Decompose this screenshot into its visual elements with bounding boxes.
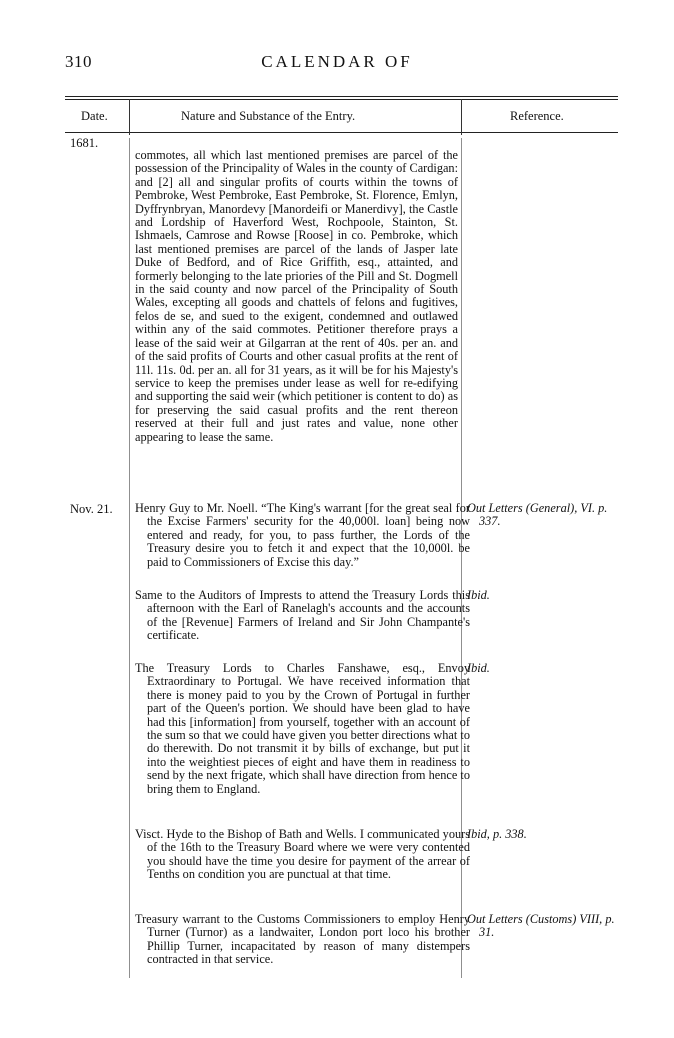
entry-reference xyxy=(467,502,629,529)
column-date-heading: Date. xyxy=(81,109,108,123)
page-header xyxy=(0,52,674,82)
entry-text xyxy=(135,828,470,882)
reference-text: Ibid. xyxy=(467,588,490,602)
reference-text: Out Letters (Customs) VIII, p. 31. xyxy=(467,912,615,940)
page-number: 310 xyxy=(65,52,92,71)
entry-reference xyxy=(467,913,629,940)
column-reference-heading: Reference. xyxy=(510,109,564,123)
entry-body: Henry Guy to Mr. Noell. “The King's warrant [for the great seal for the Excise Farmers' security for the 40,000l. loan] being now entered and ready, for you, to pass further, the Lords of the Treasury desire you to fetch it and expect that the 10,000l. be paid to Commissioners of Excise this day.” xyxy=(135,501,470,569)
entry-body: Same to the Auditors of Imprests to attend the Treasury Lords this afternoon with the Earl of Ranelagh's accounts and the accounts of the [Revenue] Farmers of Ireland and Sir John Champante's certificate. xyxy=(135,588,470,643)
entry-body: Visct. Hyde to the Bishop of Bath and Wells. I communicated yours of the 16th to the Treasury Board where we were very contented you should have the time you desire for payment of the arrear of Tenths on condition you are punctual at that time. xyxy=(135,827,470,882)
column-header xyxy=(65,96,618,134)
header-rule-top-inner xyxy=(65,99,618,100)
entry-reference xyxy=(467,828,617,841)
reference-text: Ibid. xyxy=(467,661,490,675)
entry-text xyxy=(135,149,458,444)
running-title: CALENDAR OF xyxy=(261,52,413,71)
entry-body: commotes, all which last mentioned premises are parcel of the possession of the Principality of Wales in the county of Cardigan: and [2] all and singular profits of courts within the towns of Pembroke, West Pembroke, East Pembroke, St. Florence, Emlyn, Dyffrynbryan, Manordevy [Manordeifi or Manerdivy], the Castle and Lordship of Haverford West, Rochpoole, Stainton, St. Ishmaels, Camrose and Rowse [Roose] in co. Pembroke, which last mentioned premises are parcel of the lands of Jasper late Duke of Bedford, and of Rice Griffith, esq., attainted, and formerly belonging to the late priories of the Pill and St. Dogmell in the said county and now parcel of the Principality of South Wales, excepting all goods and chattels of felons and fugitives, felos de se, and sued to the exigent, condemned and outlawed within any of the said commotes. Petitioner therefore prays a lease of the said weir at Gilgarran at the rent of 40s. per an. and of the said profits of Courts and other casual profits at the rent of 11l. 11s. 0d. per an. all for 31 years, as it will be for his Majesty's service to keep the premises under lease as well for re-edifying and supporting the said weir (which petitioner is content to do) as for preserving the said casual profits and the rent thereon reserved at their full and just rates and value, none other appearing to lease the same. xyxy=(135,148,458,444)
reference-text: Out Letters (General), VI. p. 337. xyxy=(467,501,608,529)
entry-reference xyxy=(467,662,617,675)
entry-text xyxy=(135,662,470,796)
column-nature-heading: Nature and Substance of the Entry. xyxy=(181,109,356,123)
entry-body: The Treasury Lords to Charles Fanshawe, esq., Envoy Extraordinary to Portugal. We have received information that there is money paid to you by the Crown of Portugal in further part of the Queen's portion. We should have been glad to have had this [information] from yourself, together with an account of the sum so that we could have given you better directions what to do therewith. Do not transmit it by bills of exchange, but put it into the weightiest pieces of eight and have them in readiness to send by the next frigate, which shall have direction from hence to bring them to England. xyxy=(135,661,470,796)
column-divider xyxy=(129,99,130,135)
header-rule-bottom xyxy=(65,132,618,133)
column-divider xyxy=(129,138,130,978)
entry-text xyxy=(135,589,470,643)
entry-text xyxy=(135,913,470,967)
entry-reference xyxy=(467,589,617,602)
entry-body: Treasury warrant to the Customs Commissioners to employ Henry Turner (Turnor) as a landwaiter, London port loco his brother Phillip Turner, incapacitated by reason of many distempers contracted in that service. xyxy=(135,912,470,967)
column-divider xyxy=(461,99,462,135)
header-rule-top xyxy=(65,96,618,97)
year-label: 1681. xyxy=(70,136,99,150)
entry-date: Nov. 21. xyxy=(70,502,113,516)
entry-text xyxy=(135,502,470,569)
reference-text: Ibid, p. 338. xyxy=(467,827,527,841)
